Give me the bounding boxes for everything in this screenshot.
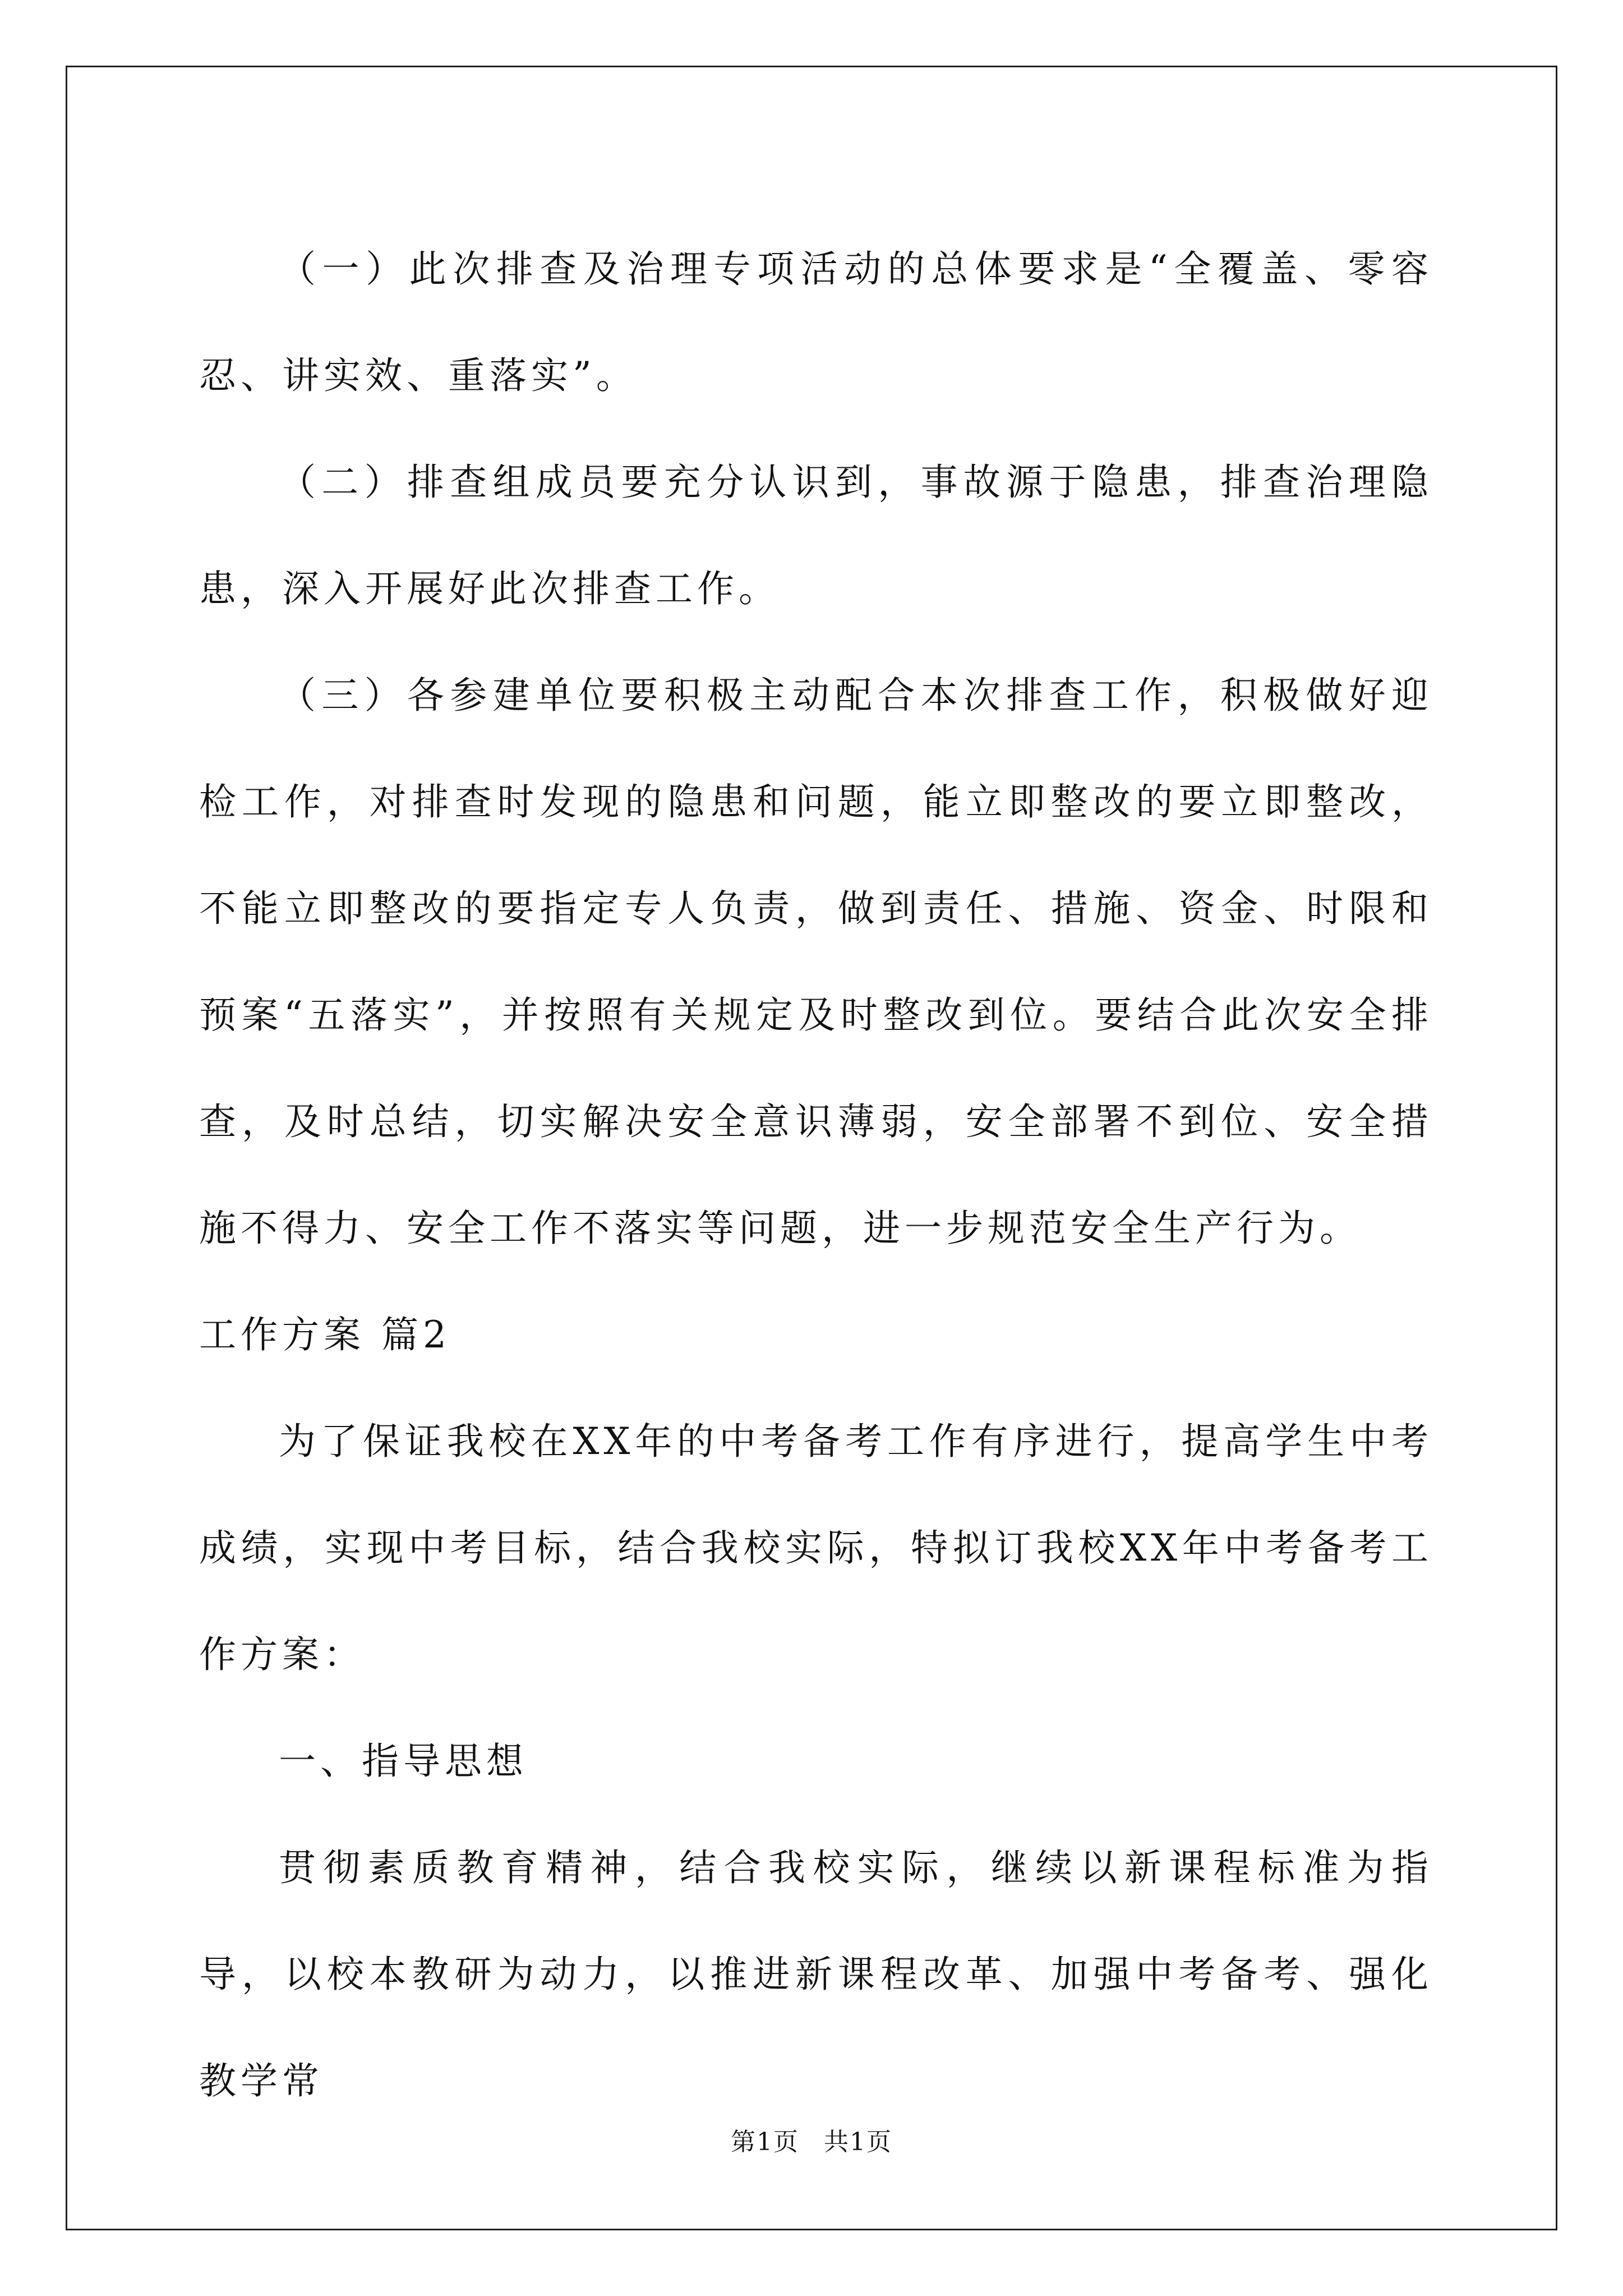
section-heading: 工作方案 篇2 <box>199 1313 451 1356</box>
paragraph-5: 贯彻素质教育精神，结合我校实际，继续以新课程标准为指导，以校本教研为动力，以推进新课程改革、加强中考备考、强化教学常 <box>199 1846 1433 2102</box>
paragraph-1: （一）此次排查及治理专项活动的总体要求是“全覆盖、零容忍、讲实效、重落实”。 <box>199 247 1433 397</box>
subheading-guiding-thought: 一、指导思想 <box>279 1740 528 1783</box>
document-body <box>199 216 1433 2134</box>
page-total: 共1页 <box>824 2128 892 2156</box>
paragraph-2: （二）排查组成员要充分认识到，事故源于隐患，排查治理隐患，深入开展好此次排查工作。 <box>199 461 1433 610</box>
paragraph-4: 为了保证我校在XX年的中考备考工作有序进行，提高学生中考成绩，实现中考目标，结合我校实际，特拟订我校XX年中考备考工作方案： <box>199 1420 1433 1676</box>
page-footer <box>0 2122 1623 2157</box>
page-number: 第1页 <box>731 2128 799 2156</box>
paragraph-3: （三）各参建单位要积极主动配合本次排查工作，积极做好迎检工作，对排查时发现的隐患和问题，能立即整改的要立即整改，不能立即整改的要指定专人负责，做到责任、措施、资金、时限和预案“五落实”，并按照有关规定及时整改到位。要结合此次安全排查，及时总结，切实解决安全意识薄弱，安全部署不到位、安全措施不得力、安全工作不落实等问题，进一步规范安全生产行为。 <box>199 674 1433 1250</box>
